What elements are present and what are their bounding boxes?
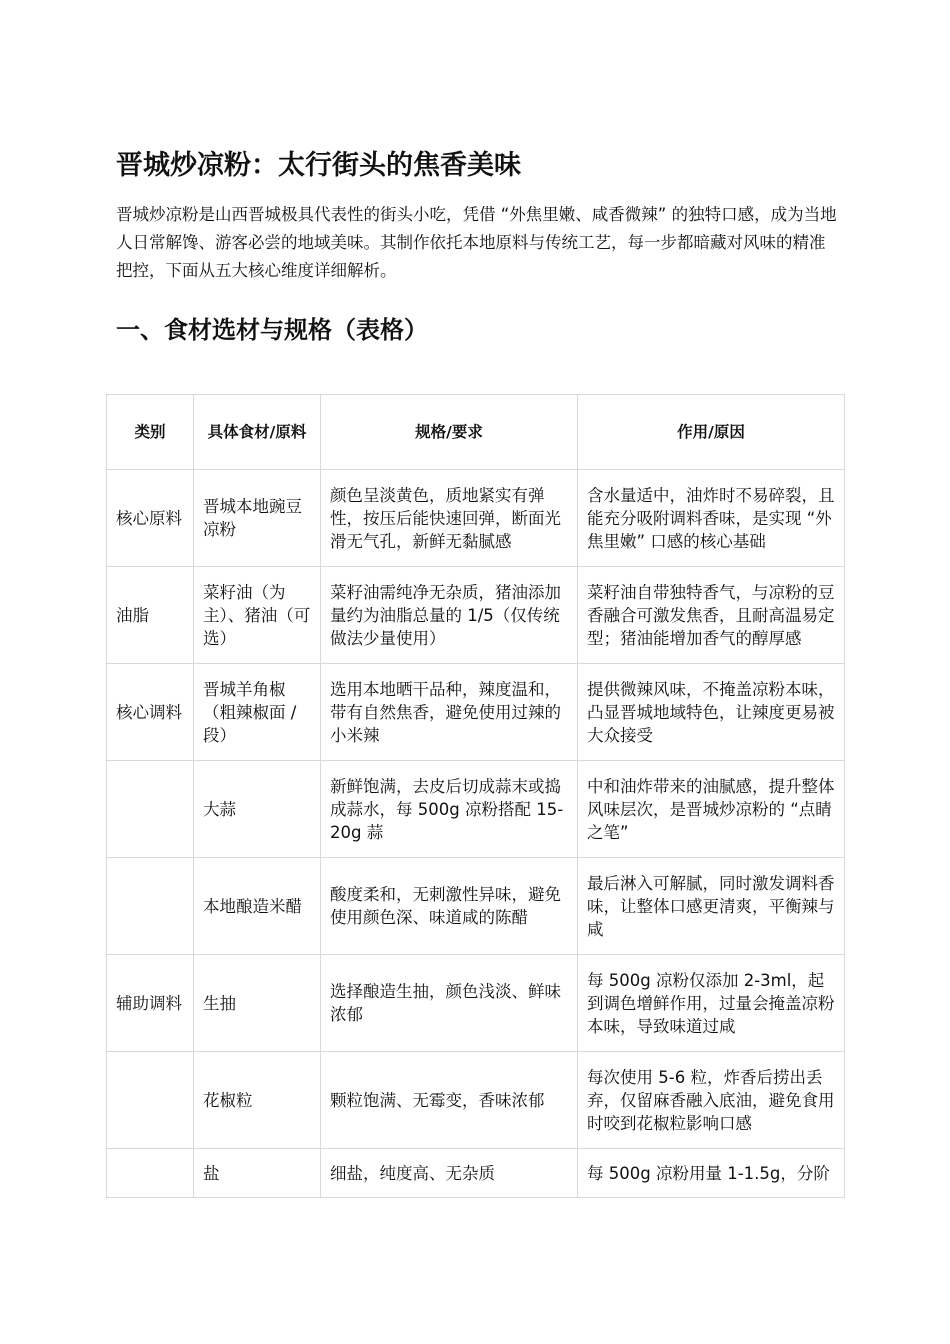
table-row: [107, 955, 845, 1052]
ingredients-table: [106, 394, 845, 1198]
table-header-row: [107, 395, 845, 470]
cell-category: [107, 1052, 194, 1149]
cell-purpose: 每 500g 凉粉用量 1-1.5g，分阶: [578, 1149, 845, 1198]
cell-ingredient: 晋城羊角椒（粗辣椒面 / 段）: [194, 664, 321, 761]
cell-purpose: 每 500g 凉粉仅添加 2-3ml，起到调色增鲜作用，过量会掩盖凉粉本味，导致味道过咸: [578, 955, 845, 1052]
header-category: 类别: [107, 395, 194, 470]
table-row: [107, 1149, 845, 1198]
cell-purpose: 含水量适中，油炸时不易碎裂，且能充分吸附调料香味，是实现 “外焦里嫩” 口感的核心基础: [578, 470, 845, 567]
cell-ingredient: 晋城本地豌豆凉粉: [194, 470, 321, 567]
header-ingredient: 具体食材/原料: [194, 395, 321, 470]
cell-spec: 新鲜饱满，去皮后切成蒜末或捣成蒜水，每 500g 凉粉搭配 15-20g 蒜: [321, 761, 578, 858]
table-row: [107, 858, 845, 955]
cell-spec: 酸度柔和，无刺激性异味，避免使用颜色深、味道咸的陈醋: [321, 858, 578, 955]
cell-spec: 颗粒饱满、无霉变，香味浓郁: [321, 1052, 578, 1149]
cell-purpose: 提供微辣风味，不掩盖凉粉本味，凸显晋城地域特色，让辣度更易被大众接受: [578, 664, 845, 761]
header-purpose: 作用/原因: [578, 395, 845, 470]
cell-ingredient: 盐: [194, 1149, 321, 1198]
cell-ingredient: 本地酿造米醋: [194, 858, 321, 955]
cell-category: 核心调料: [107, 664, 194, 761]
cell-category: [107, 858, 194, 955]
header-spec: 规格/要求: [321, 395, 578, 470]
cell-ingredient: 花椒粒: [194, 1052, 321, 1149]
cell-ingredient: 菜籽油（为主）、猪油（可选）: [194, 567, 321, 664]
table-row: [107, 1052, 845, 1149]
table-row: [107, 470, 845, 567]
cell-spec: 颜色呈淡黄色，质地紧实有弹性，按压后能快速回弹，断面光滑无气孔，新鲜无黏腻感: [321, 470, 578, 567]
section-heading-ingredients: 一、食材选材与规格（表格）: [116, 316, 428, 344]
cell-purpose: 菜籽油自带独特香气，与凉粉的豆香融合可激发焦香，且耐高温易定型；猪油能增加香气的醇厚感: [578, 567, 845, 664]
cell-ingredient: 生抽: [194, 955, 321, 1052]
cell-spec: 选择酿造生抽，颜色浅淡、鲜味浓郁: [321, 955, 578, 1052]
cell-purpose: 每次使用 5-6 粒，炸香后捞出丢弃，仅留麻香融入底油，避免食用时咬到花椒粒影响口感: [578, 1052, 845, 1149]
cell-spec: 细盐，纯度高、无杂质: [321, 1149, 578, 1198]
cell-category: [107, 761, 194, 858]
cell-category: 油脂: [107, 567, 194, 664]
table-row: [107, 567, 845, 664]
cell-category: [107, 1149, 194, 1198]
table-row: [107, 664, 845, 761]
intro-paragraph: 晋城炒凉粉是山西晋城极具代表性的街头小吃，凭借 “外焦里嫩、咸香微辣” 的独特口感，成为当地人日常解馋、游客必尝的地域美味。其制作依托本地原料与传统工艺，每一步都暗藏对风味的精准把控，下面从五大核心维度详细解析。: [116, 205, 837, 280]
cell-category: 辅助调料: [107, 955, 194, 1052]
table-row: [107, 761, 845, 858]
cell-category: 核心原料: [107, 470, 194, 567]
cell-spec: 菜籽油需纯净无杂质，猪油添加量约为油脂总量的 1/5（仅传统做法少量使用）: [321, 567, 578, 664]
cell-purpose: 最后淋入可解腻，同时激发调料香味，让整体口感更清爽，平衡辣与咸: [578, 858, 845, 955]
cell-ingredient: 大蒜: [194, 761, 321, 858]
document-title: 晋城炒凉粉：太行街头的焦香美味: [116, 150, 521, 181]
cell-spec: 选用本地晒干品种，辣度温和，带有自然焦香，避免使用过辣的小米辣: [321, 664, 578, 761]
cell-purpose: 中和油炸带来的油腻感，提升整体风味层次，是晋城炒凉粉的 “点睛之笔”: [578, 761, 845, 858]
